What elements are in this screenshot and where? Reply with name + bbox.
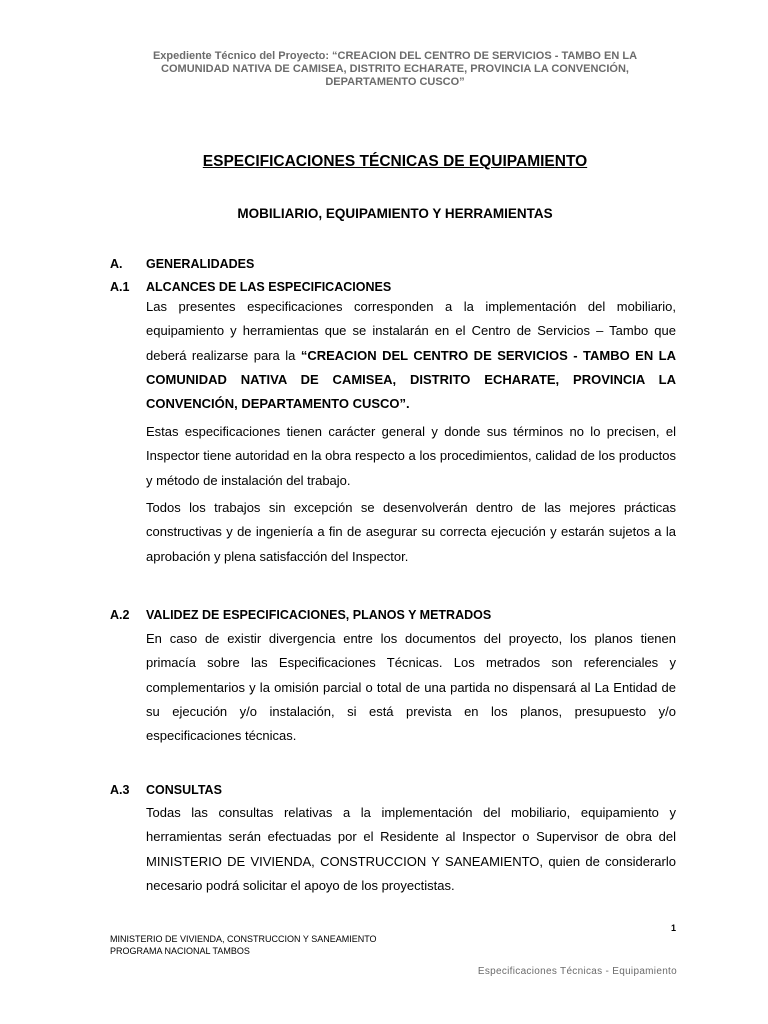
section-number: A.	[110, 257, 123, 271]
header-line-1: Expediente Técnico del Proyecto: “CREACION DEL CENTRO DE SERVICIOS - TAMBO EN LA	[152, 50, 638, 62]
paragraph-a1-3: Todos los trabajos sin excepción se desenvolverán dentro de las mejores prácticas constructivas y de ingeniería a fin de asegurar su correcta ejecución y estarán sujetos a la aprobación y plena satisfacción del Inspector.	[146, 500, 676, 564]
project-name-emphasis: “CREACION DEL CENTRO DE SERVICIOS - TAMBO EN LA COMUNIDAD NATIVA DE CAMISEA, DISTRITO ECHARATE, PROVINCIA LA CONVENCIÓN, DEPARTAMENTO CUSCO”.	[146, 347, 676, 412]
header-line-3: DEPARTAMENTO CUSCO”	[325, 76, 465, 88]
section-number: A.1	[110, 280, 130, 294]
footer-organization	[110, 934, 377, 957]
paragraph-text: Las presentes especificaciones corresponden a la implementación del mobiliario, equipamiento y herramientas que se instalarán en el Centro de Servicios – Tambo que deberá realizarse para la	[146, 299, 676, 363]
document-title: ESPECIFICACIONES TÉCNICAS DE EQUIPAMIENTO	[202, 153, 588, 170]
paragraph-a2-1: En caso de existir divergencia entre los documentos del proyecto, los planos tienen primacía sobre las Especificaciones Técnicas. Los metrados son referenciales y complementarios y la omisión parcial o total de una partida no dispensará al La Entidad de su ejecución y/o instalación, si está prevista en los planos, presupuesto y/o especificaciones técnicas.	[146, 631, 676, 744]
section-heading-a	[110, 257, 254, 271]
section-title: GENERALIDADES	[146, 257, 255, 271]
section-title: CONSULTAS	[146, 783, 222, 797]
section-number: A.2	[110, 608, 130, 622]
section-title: VALIDEZ DE ESPECIFICACIONES, PLANOS Y METRADOS	[146, 608, 492, 622]
section-heading-a2	[110, 608, 491, 622]
running-header	[110, 50, 680, 89]
paragraph-a1-1	[146, 295, 676, 416]
paragraph-a1-2: Estas especificaciones tienen carácter general y donde sus términos no lo precisen, el Inspector tiene autoridad en la obra respecto a los procedimientos, calidad de los productos y método de instalación del trabajo.	[146, 424, 676, 488]
paragraph-a3-1: Todas las consultas relativas a la implementación del mobiliario, equipamiento y herramientas serán efectuadas por el Residente al Inspector o Supervisor de obra del MINISTERIO DE VIVIENDA, CONSTRUCCION Y SANEAMIENTO, quien de considerarlo necesario podrá solicitar el apoyo de los proyectistas.	[146, 805, 676, 893]
footer-org-line-1: MINISTERIO DE VIVIENDA, CONSTRUCCION Y SANEAMIENTO	[110, 934, 377, 944]
section-title: ALCANCES DE LAS ESPECIFICACIONES	[146, 280, 392, 294]
document-subtitle: MOBILIARIO, EQUIPAMIENTO Y HERRAMIENTAS	[237, 206, 553, 221]
section-heading-a1	[110, 280, 391, 294]
section-heading-a3	[110, 783, 222, 797]
footer-org-line-2: PROGRAMA NACIONAL TAMBOS	[110, 945, 250, 956]
page-number: 1	[670, 923, 676, 933]
footer-document-label: Especificaciones Técnicas - Equipamiento	[477, 966, 677, 977]
section-number: A.3	[110, 783, 130, 797]
header-line-2: COMUNIDAD NATIVA DE CAMISEA, DISTRITO ECHARATE, PROVINCIA LA CONVENCIÓN,	[161, 63, 629, 75]
